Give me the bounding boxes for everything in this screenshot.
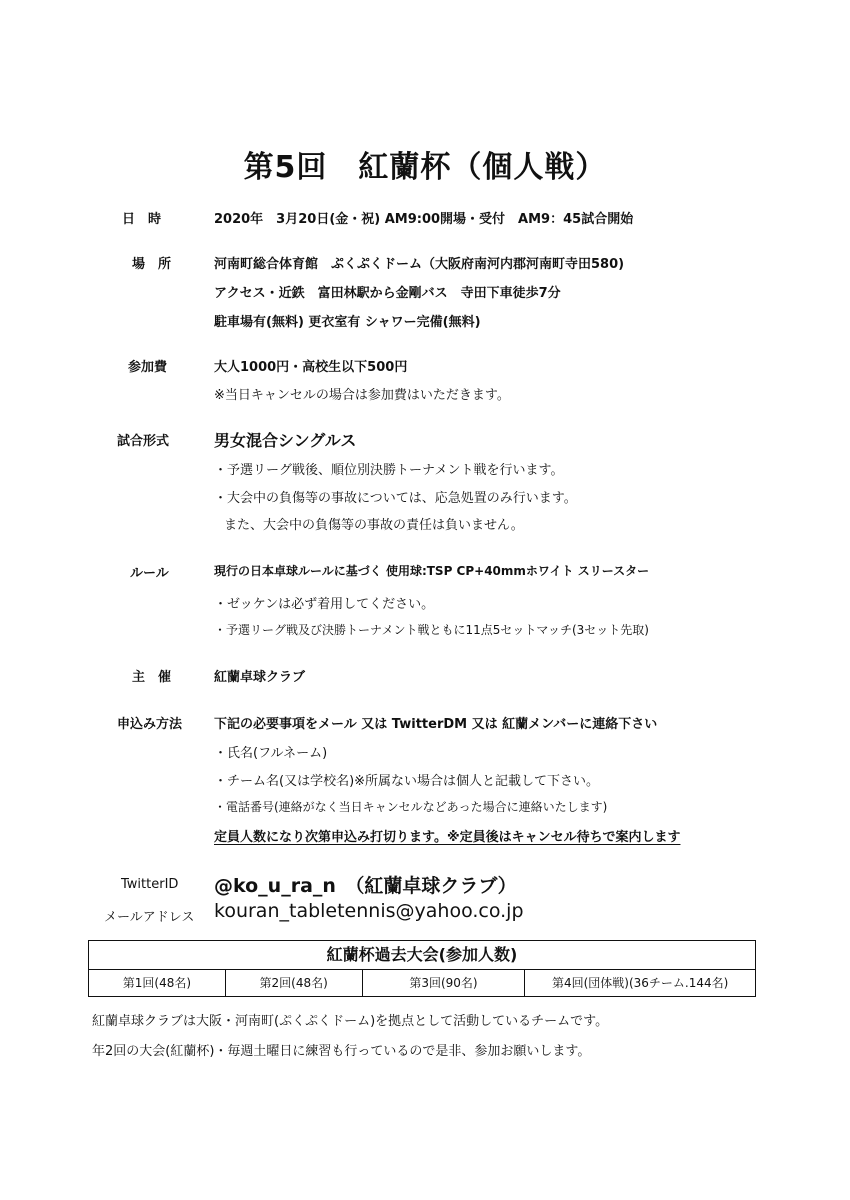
fee-label: 参加費 [128,360,168,375]
fee-note: ※当日キャンセルの場合は参加費はいただきます。 [214,388,510,403]
twitter-label: TwitterID [121,877,179,892]
datetime-text: 2020年 3月20日(金・祝) AM9:00開場・受付 AM9：45試合開始 [214,212,634,227]
email-label: メールアドレス [104,910,195,925]
rules-label: ルール [130,566,169,581]
datetime-label: 日 時 [122,212,162,227]
apply-line: ・電話番号(連絡がなく当日キャンセルなどあった場合に連絡いたします) [214,800,608,814]
table-cell: 第3回(90名) [363,970,526,996]
table-row [89,970,755,996]
rules-line: ・ゼッケンは必ず着用してください。 [214,597,435,612]
table-cell: 第1回(48名) [89,970,226,996]
table-cell: 第2回(48名) [226,970,363,996]
rules-line: 現行の日本卓球ルールに基づく 使用球:TSP CP+40mmホワイト スリースター [214,564,650,578]
past-tournaments-table [88,940,756,997]
venue-line: 河南町総合体育館 ぷくぷくドーム（大阪府南河内郡河南町寺田580) [214,257,625,272]
table-cell: 第4回(団体戦)(36チーム.144名) [551,976,729,990]
host-text: 紅蘭卓球クラブ [214,670,306,685]
footer-line: 年2回の大会(紅蘭杯)・毎週土曜日に練習も行っているので是非、参加お願いします。 [92,1044,591,1059]
format-line: 男女混合シングルス [214,431,357,450]
format-line: また、大会中の負傷等の事故の責任は負いません。 [224,518,524,533]
venue-line: アクセス・近鉄 富田林駅から金剛バス 寺田下車徒歩7分 [214,286,561,301]
fee-line: 大人1000円・高校生以下500円 [214,360,408,375]
apply-label: 申込み方法 [117,717,183,732]
footer-line: 紅蘭卓球クラブは大阪・河南町(ぷくぷくドーム)を拠点として活動しているチームです。 [92,1014,609,1029]
apply-line: 下記の必要事項をメール 又は TwitterDM 又は 紅蘭メンバーに連絡下さい [214,717,658,732]
host-label: 主 催 [132,670,172,685]
email-address[interactable]: kouran_tabletennis@yahoo.co.jp [214,900,524,922]
page-title: 第5回 紅蘭杯（個人戦） [243,150,607,185]
twitter-id[interactable]: @ko_u_ra_n （紅蘭卓球クラブ） [214,875,517,897]
format-label: 試合形式 [117,434,170,449]
venue-line: 駐車場有(無料) 更衣室有 シャワー完備(無料) [214,315,481,330]
table-title: 紅蘭杯過去大会(参加人数) [89,941,755,970]
format-line: ・予選リーグ戦後、順位別決勝トーナメント戦を行います。 [214,463,564,478]
rules-line: ・予選リーグ戦及び決勝トーナメント戦ともに11点5セットマッチ(3セット先取) [214,623,649,637]
format-line: ・大会中の負傷等の事故については、応急処置のみ行います。 [214,491,577,506]
apply-notice: 定員人数になり次第申込み打切ります。※定員後はキャンセル待ちで案内します [214,830,681,845]
apply-line: ・チーム名(又は学校名)※所属ない場合は個人と記載して下さい。 [214,774,600,789]
apply-line: ・氏名(フルネーム) [214,746,328,761]
venue-label: 場 所 [132,257,172,272]
